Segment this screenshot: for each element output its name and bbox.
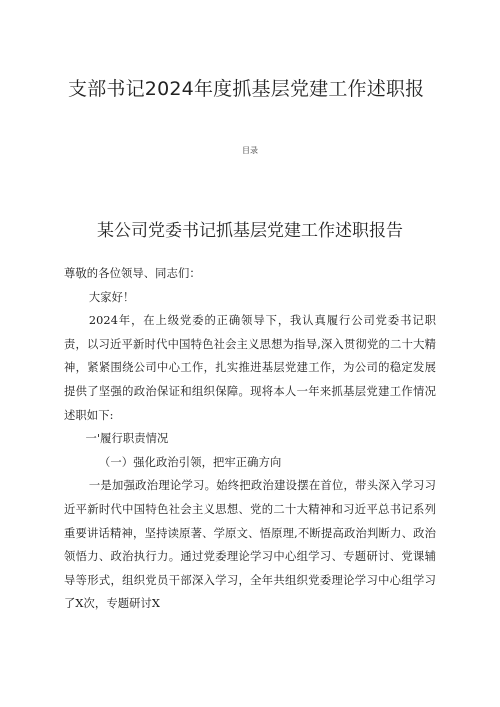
report-body	[64, 262, 436, 616]
intro-paragraph: 2024年，在上级党委的正确领导下，我认真履行公司党委书记职责，以习近平新时代中国特色社会主义思想为指导,深入贯彻党的二十大精神，紧紧围绕公司中心工作，扎实推进基层党建工作，为公司的稳定发展提供了坚强的政治保证和组织保障。现将本人一年来抓基层党建工作情况述职如下:	[64, 314, 436, 422]
body-paragraph: 一是加强政治理论学习。始终把政治建设摆在首位，带头深入学习习近平新时代中国特色社会主义思想、党的二十大精神和习近平总书记系列重要讲话精神，坚持读原著、学原文、悟原理,不断提高政治判断力、政治领悟力、政治执行力。通过党委理论学习中心组学习、专题研讨、党课辅导等形式，组织党员干部深入学习，全年共组织党委理论学习中心组学习了X次，专题研讨X	[64, 479, 436, 611]
greeting: 大家好！	[88, 290, 135, 304]
report-title: 某公司党委书记抓基层党建工作述职报告	[97, 221, 403, 241]
document-title: 支部书记2024年度抓基层党建工作述职报	[68, 78, 425, 100]
subsection-heading: （一）强化政治引领，把牢正确方向	[99, 455, 282, 469]
toc-label: 目录	[242, 146, 258, 155]
salutation: 尊敬的各位领导、同志们：	[64, 267, 201, 280]
section-heading: 一'履行职责情况	[85, 432, 169, 446]
